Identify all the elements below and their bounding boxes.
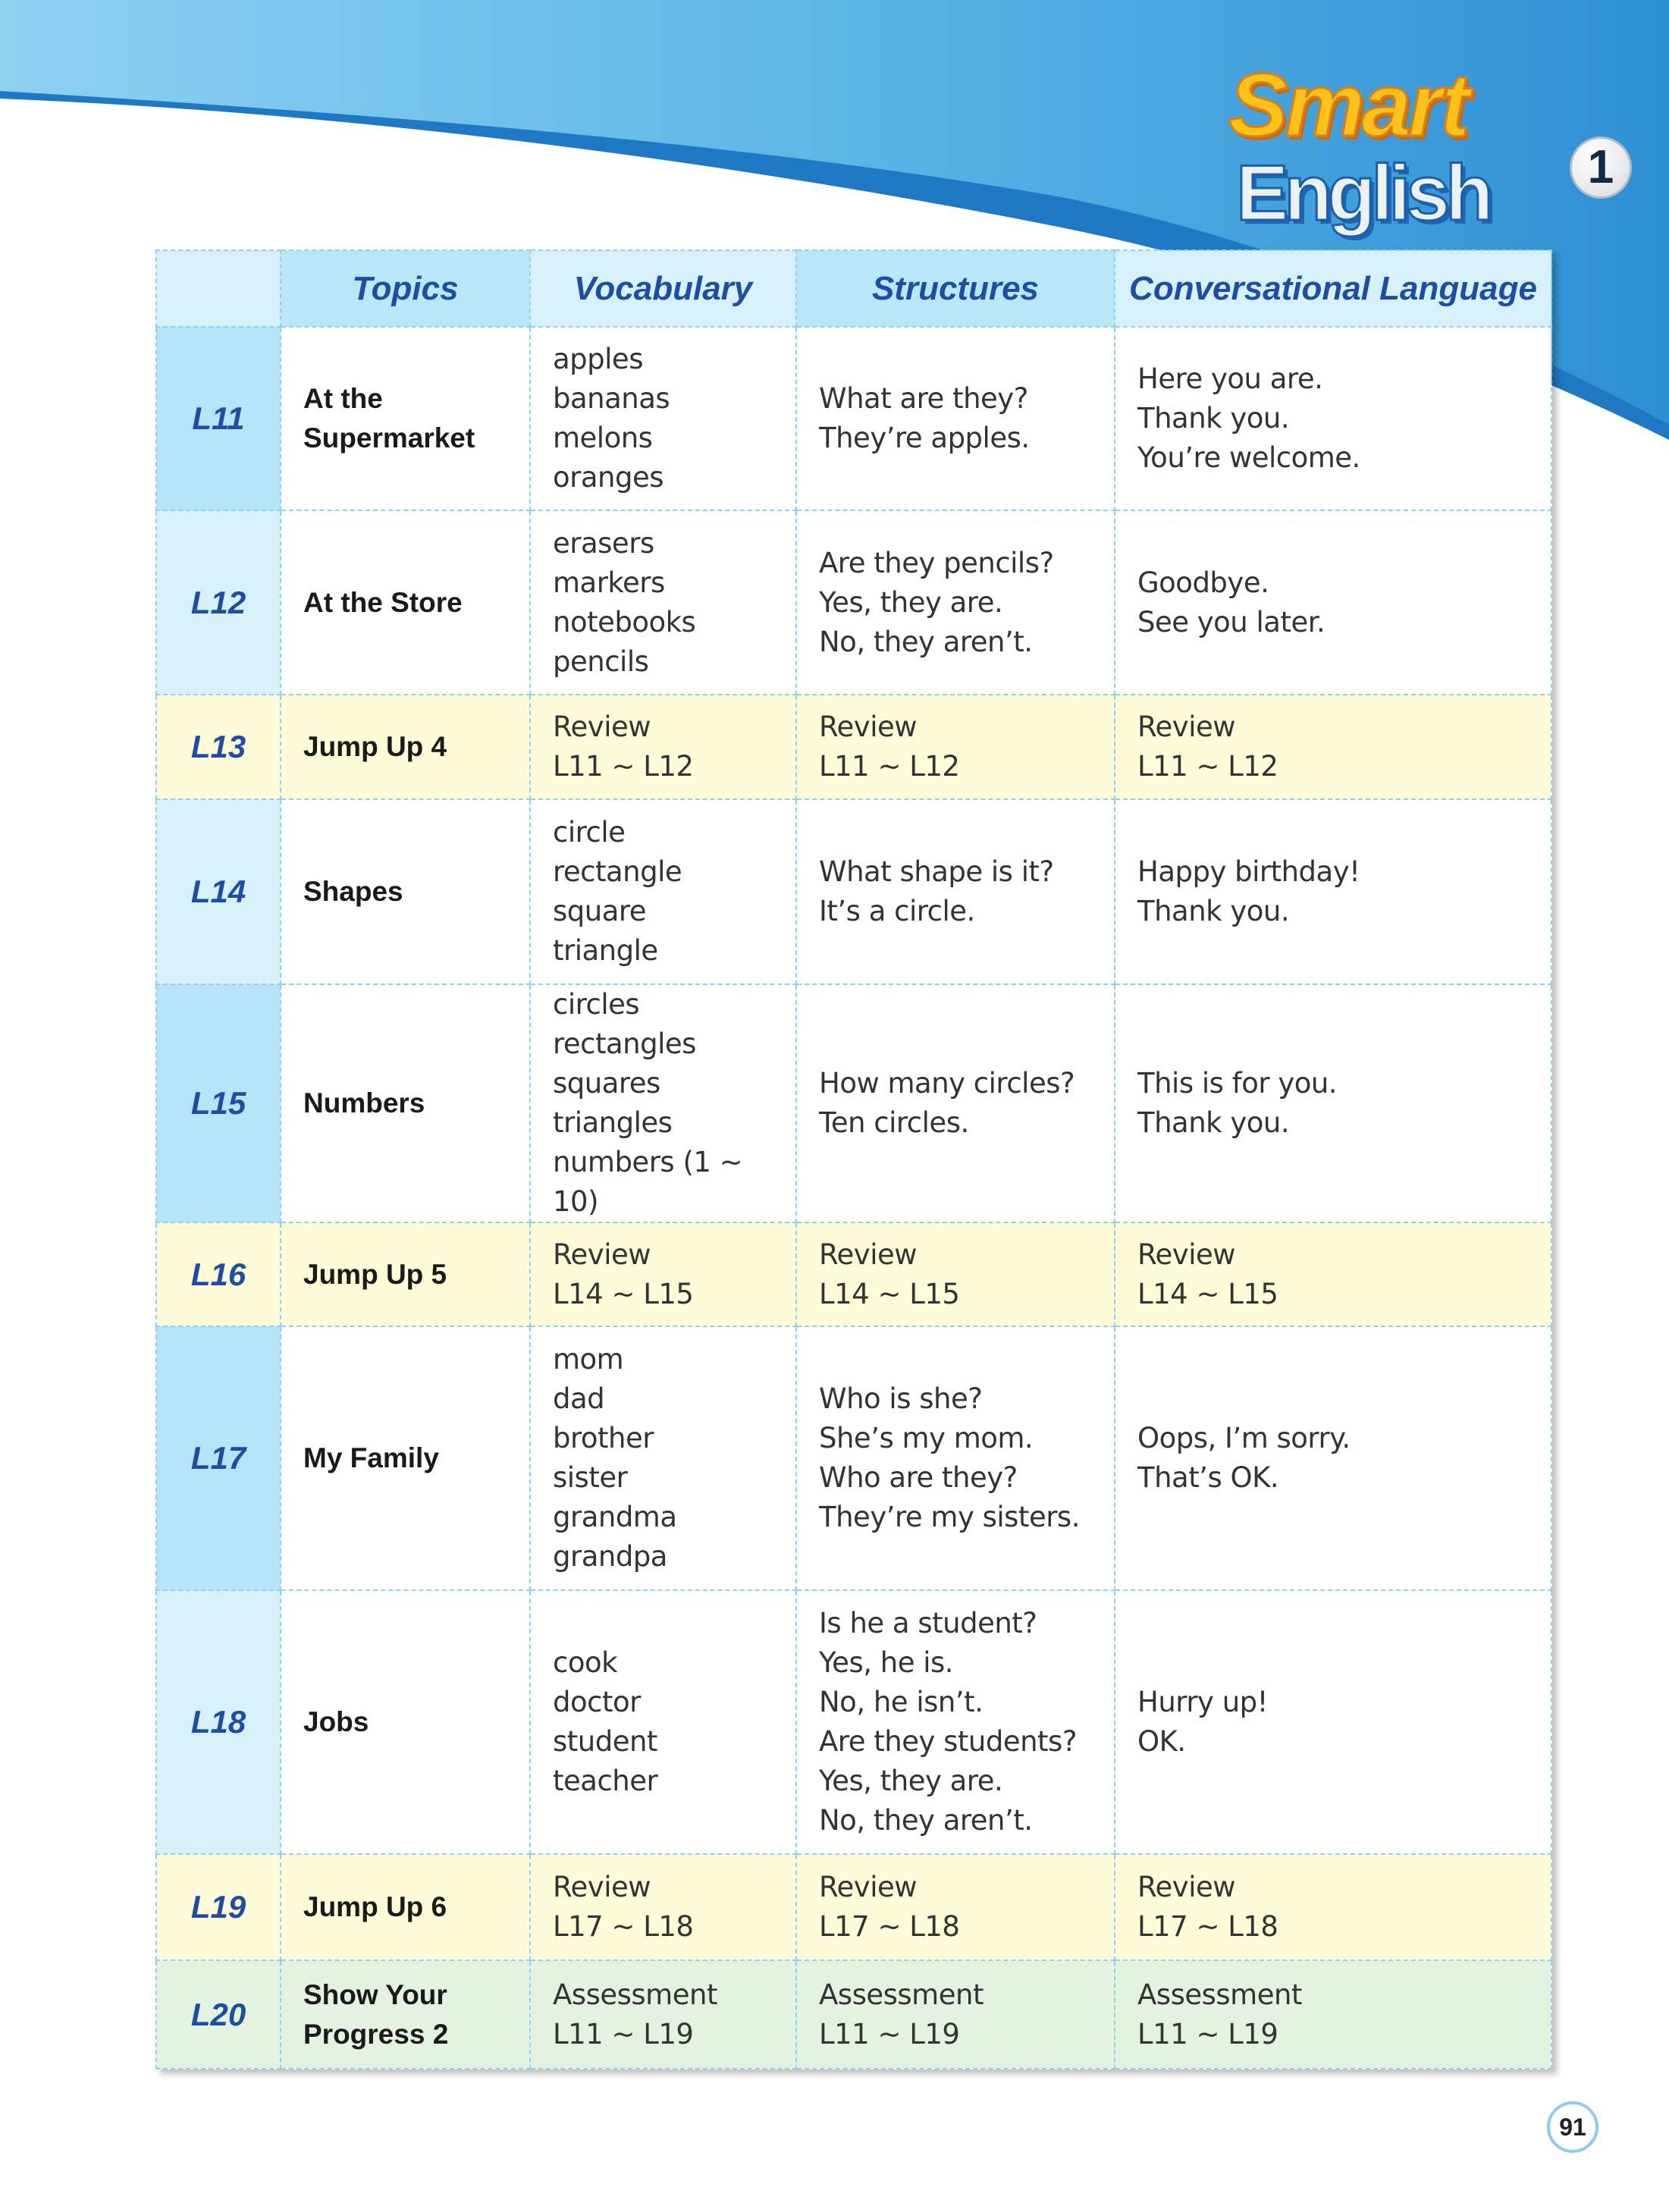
topic-cell-line: Supermarket <box>303 422 475 453</box>
conversation-cell-line: See you later. <box>1137 605 1325 638</box>
vocabulary-cell-line: Review <box>553 1238 651 1271</box>
logo-english-text: English <box>1236 149 1489 237</box>
topic-cell-line: Jump Up 5 <box>303 1258 447 1290</box>
table-row <box>156 1222 1551 1326</box>
vocabulary-cell <box>530 1960 796 2069</box>
structures-cell-line: They’re my sisters. <box>819 1501 1080 1533</box>
vocabulary-cell-line: circles <box>553 988 640 1021</box>
vocabulary-cell-line: dad <box>553 1382 605 1415</box>
structures-cell-line: Who are they? <box>819 1461 1018 1494</box>
lesson-cell: L14 <box>156 799 281 984</box>
structures-cell-line: How many circles? <box>819 1067 1075 1100</box>
vocabulary-cell-line: pencils <box>553 645 649 678</box>
topic-cell <box>281 984 530 1222</box>
vocabulary-cell-line: circle <box>553 816 626 849</box>
conversation-cell-line: Review <box>1137 1238 1236 1271</box>
table-row <box>156 799 1551 984</box>
table-row <box>156 1960 1551 2069</box>
vocabulary-cell <box>530 1590 796 1854</box>
structures-cell-line: Review <box>819 1238 918 1271</box>
conversation-cell-line: Goodbye. <box>1137 566 1269 599</box>
vocabulary-cell-line: numbers (1 ~ 10) <box>553 1146 743 1218</box>
vocabulary-cell-line: apples <box>553 343 643 375</box>
vocabulary-cell <box>530 1854 796 1960</box>
topic-cell <box>281 1222 530 1326</box>
table-row <box>156 327 1551 510</box>
vocabulary-cell-line: notebooks <box>553 605 696 638</box>
table-row <box>156 984 1551 1222</box>
topic-cell <box>281 1960 530 2069</box>
structures-cell-line: L11 ~ L19 <box>819 2017 960 2050</box>
conversation-cell <box>1115 327 1551 510</box>
lesson-cell: L13 <box>156 695 281 799</box>
structures-cell-line: What are they? <box>819 382 1028 415</box>
vocabulary-cell-line: rectangle <box>553 855 682 888</box>
vocabulary-cell-line: bananas <box>553 382 670 415</box>
vocabulary-cell <box>530 327 796 510</box>
conversation-cell-line: Review <box>1137 1871 1236 1903</box>
conversation-cell-line: L11 ~ L19 <box>1137 2017 1278 2050</box>
vocabulary-cell-line: Review <box>553 1871 651 1903</box>
vocabulary-cell-line: grandma <box>553 1501 677 1533</box>
conversation-cell <box>1115 984 1551 1222</box>
lesson-cell: L18 <box>156 1590 281 1854</box>
conversation-cell-line: Here you are. <box>1137 362 1323 395</box>
vocabulary-cell-line: mom <box>553 1343 624 1376</box>
vocabulary-cell-line: oranges <box>553 461 664 494</box>
structures-cell-line: No, they aren’t. <box>819 625 1033 658</box>
topic-cell <box>281 327 530 510</box>
conversation-cell-line: Oops, I’m sorry. <box>1137 1422 1351 1454</box>
vocabulary-cell-line: grandpa <box>553 1540 667 1573</box>
structures-cell-line: Ten circles. <box>819 1106 969 1139</box>
topic-cell-line: Shapes <box>303 876 403 907</box>
logo-smart-text: Smart <box>1228 55 1467 155</box>
topic-cell-line: Show Your <box>303 1978 447 2010</box>
structures-cell-line: Review <box>819 711 918 743</box>
conversation-cell <box>1115 510 1551 695</box>
structures-cell <box>796 1590 1115 1854</box>
vocabulary-cell-line: square <box>553 895 647 927</box>
structures-cell <box>796 1326 1115 1590</box>
table-row <box>156 1854 1551 1960</box>
vocabulary-cell-line: Review <box>553 711 651 743</box>
vocabulary-cell <box>530 1326 796 1590</box>
conversation-cell-line: Assessment <box>1137 1978 1302 2011</box>
conversation-cell-line: Thank you. <box>1137 402 1290 435</box>
vocabulary-cell <box>530 984 796 1222</box>
vocabulary-cell-line: melons <box>553 422 653 454</box>
topic-cell-line: At the <box>303 383 383 414</box>
conversation-cell-line: Thank you. <box>1137 1106 1290 1139</box>
structures-cell-line: L17 ~ L18 <box>819 1910 960 1943</box>
logo-level-badge: 1 <box>1570 136 1632 199</box>
structures-cell <box>796 695 1115 799</box>
structures-cell-line: Are they students? <box>819 1725 1077 1758</box>
structures-cell <box>796 510 1115 695</box>
vocabulary-cell-line: triangle <box>553 934 658 967</box>
conversation-cell-line: That’s OK. <box>1137 1461 1279 1494</box>
header-topics: Topics <box>281 250 530 327</box>
topic-cell <box>281 1326 530 1590</box>
conversation-cell-line: L14 ~ L15 <box>1137 1277 1278 1310</box>
syllabus-table <box>155 249 1552 2069</box>
vocabulary-cell-line: L14 ~ L15 <box>553 1277 694 1310</box>
structures-cell-line: Are they pencils? <box>819 546 1054 579</box>
header-vocabulary: Vocabulary <box>530 250 796 327</box>
conversation-cell <box>1115 1960 1551 2069</box>
conversation-cell-line: Hurry up! <box>1137 1686 1268 1718</box>
conversation-cell <box>1115 1854 1551 1960</box>
conversation-cell-line: L11 ~ L12 <box>1137 750 1278 783</box>
vocabulary-cell <box>530 695 796 799</box>
structures-cell-line: She’s my mom. <box>819 1422 1034 1454</box>
topic-cell-line: At the Store <box>303 586 463 618</box>
conversation-cell-line: Happy birthday! <box>1137 855 1360 888</box>
structures-cell <box>796 984 1115 1222</box>
conversation-cell-line: Thank you. <box>1137 895 1290 927</box>
table-row <box>156 1326 1551 1590</box>
lesson-cell: L19 <box>156 1854 281 1960</box>
header-conversational-language: Conversational Language <box>1115 250 1551 327</box>
conversation-cell <box>1115 695 1551 799</box>
conversation-cell-line: This is for you. <box>1137 1067 1338 1100</box>
vocabulary-cell-line: student <box>553 1725 657 1758</box>
smart-english-logo <box>1213 55 1638 237</box>
structures-cell <box>796 799 1115 984</box>
structures-cell-line: L14 ~ L15 <box>819 1277 960 1310</box>
structures-cell-line: L11 ~ L12 <box>819 750 960 783</box>
table-row <box>156 695 1551 799</box>
vocabulary-cell-line: rectangles <box>553 1028 696 1060</box>
table-row <box>156 510 1551 695</box>
header-lesson <box>156 250 281 327</box>
lesson-cell: L17 <box>156 1326 281 1590</box>
table-row <box>156 1590 1551 1854</box>
topic-cell <box>281 1854 530 1960</box>
vocabulary-cell-line: teacher <box>553 1765 658 1797</box>
vocabulary-cell-line: sister <box>553 1461 628 1494</box>
topic-cell <box>281 695 530 799</box>
topic-cell <box>281 799 530 984</box>
conversation-cell <box>1115 1222 1551 1326</box>
vocabulary-cell-line: markers <box>553 566 665 599</box>
vocabulary-cell-line: L11 ~ L19 <box>553 2017 694 2050</box>
lesson-cell: L15 <box>156 984 281 1222</box>
vocabulary-cell-line: triangles <box>553 1106 673 1139</box>
structures-cell-line: Yes, they are. <box>819 1765 1003 1797</box>
conversation-cell-line: Review <box>1137 711 1236 743</box>
topic-cell-line: Progress 2 <box>303 2018 449 2050</box>
structures-cell <box>796 1960 1115 2069</box>
structures-cell-line: Review <box>819 1871 918 1903</box>
vocabulary-cell-line: brother <box>553 1422 654 1454</box>
vocabulary-cell <box>530 799 796 984</box>
topic-cell-line: Jobs <box>303 1706 369 1737</box>
conversation-cell-line: L17 ~ L18 <box>1137 1910 1278 1943</box>
topic-cell-line: Jump Up 4 <box>303 731 447 762</box>
structures-cell-line: No, he isn’t. <box>819 1686 984 1718</box>
lesson-cell: L20 <box>156 1960 281 2069</box>
conversation-cell-line: You’re welcome. <box>1137 441 1360 474</box>
structures-cell-line: What shape is it? <box>819 855 1054 888</box>
topic-cell <box>281 1590 530 1854</box>
structures-cell-line: Who is she? <box>819 1382 983 1415</box>
structures-cell-line: They’re apples. <box>819 422 1030 454</box>
lesson-cell: L11 <box>156 327 281 510</box>
lesson-cell: L16 <box>156 1222 281 1326</box>
topic-cell-line: My Family <box>303 1442 439 1473</box>
table-header-row <box>156 250 1551 327</box>
conversation-cell-line: OK. <box>1137 1725 1186 1758</box>
vocabulary-cell <box>530 510 796 695</box>
structures-cell <box>796 1854 1115 1960</box>
vocabulary-cell-line: doctor <box>553 1686 641 1718</box>
vocabulary-cell-line: Assessment <box>553 1978 717 2011</box>
structures-cell-line: No, they aren’t. <box>819 1804 1033 1837</box>
structures-cell-line: Yes, they are. <box>819 585 1003 619</box>
vocabulary-cell-line: cook <box>553 1646 618 1679</box>
topic-cell-line: Jump Up 6 <box>303 1891 447 1922</box>
vocabulary-cell <box>530 1222 796 1326</box>
conversation-cell <box>1115 799 1551 984</box>
vocabulary-cell-line: L17 ~ L18 <box>553 1910 694 1943</box>
topic-cell-line: Numbers <box>303 1087 425 1119</box>
structures-cell <box>796 327 1115 510</box>
structures-cell-line: Yes, he is. <box>819 1646 954 1679</box>
structures-cell <box>796 1222 1115 1326</box>
conversation-cell <box>1115 1590 1551 1854</box>
vocabulary-cell-line: erasers <box>553 526 654 560</box>
vocabulary-cell-line: L11 ~ L12 <box>553 750 694 783</box>
lesson-cell: L12 <box>156 510 281 695</box>
structures-cell-line: Assessment <box>819 1978 984 2011</box>
structures-cell-line: Is he a student? <box>819 1607 1037 1639</box>
page-number: 91 <box>1547 2101 1598 2153</box>
conversation-cell <box>1115 1326 1551 1590</box>
header-structures: Structures <box>796 250 1115 327</box>
topic-cell <box>281 510 530 695</box>
structures-cell-line: It’s a circle. <box>819 895 975 927</box>
vocabulary-cell-line: squares <box>553 1067 660 1100</box>
